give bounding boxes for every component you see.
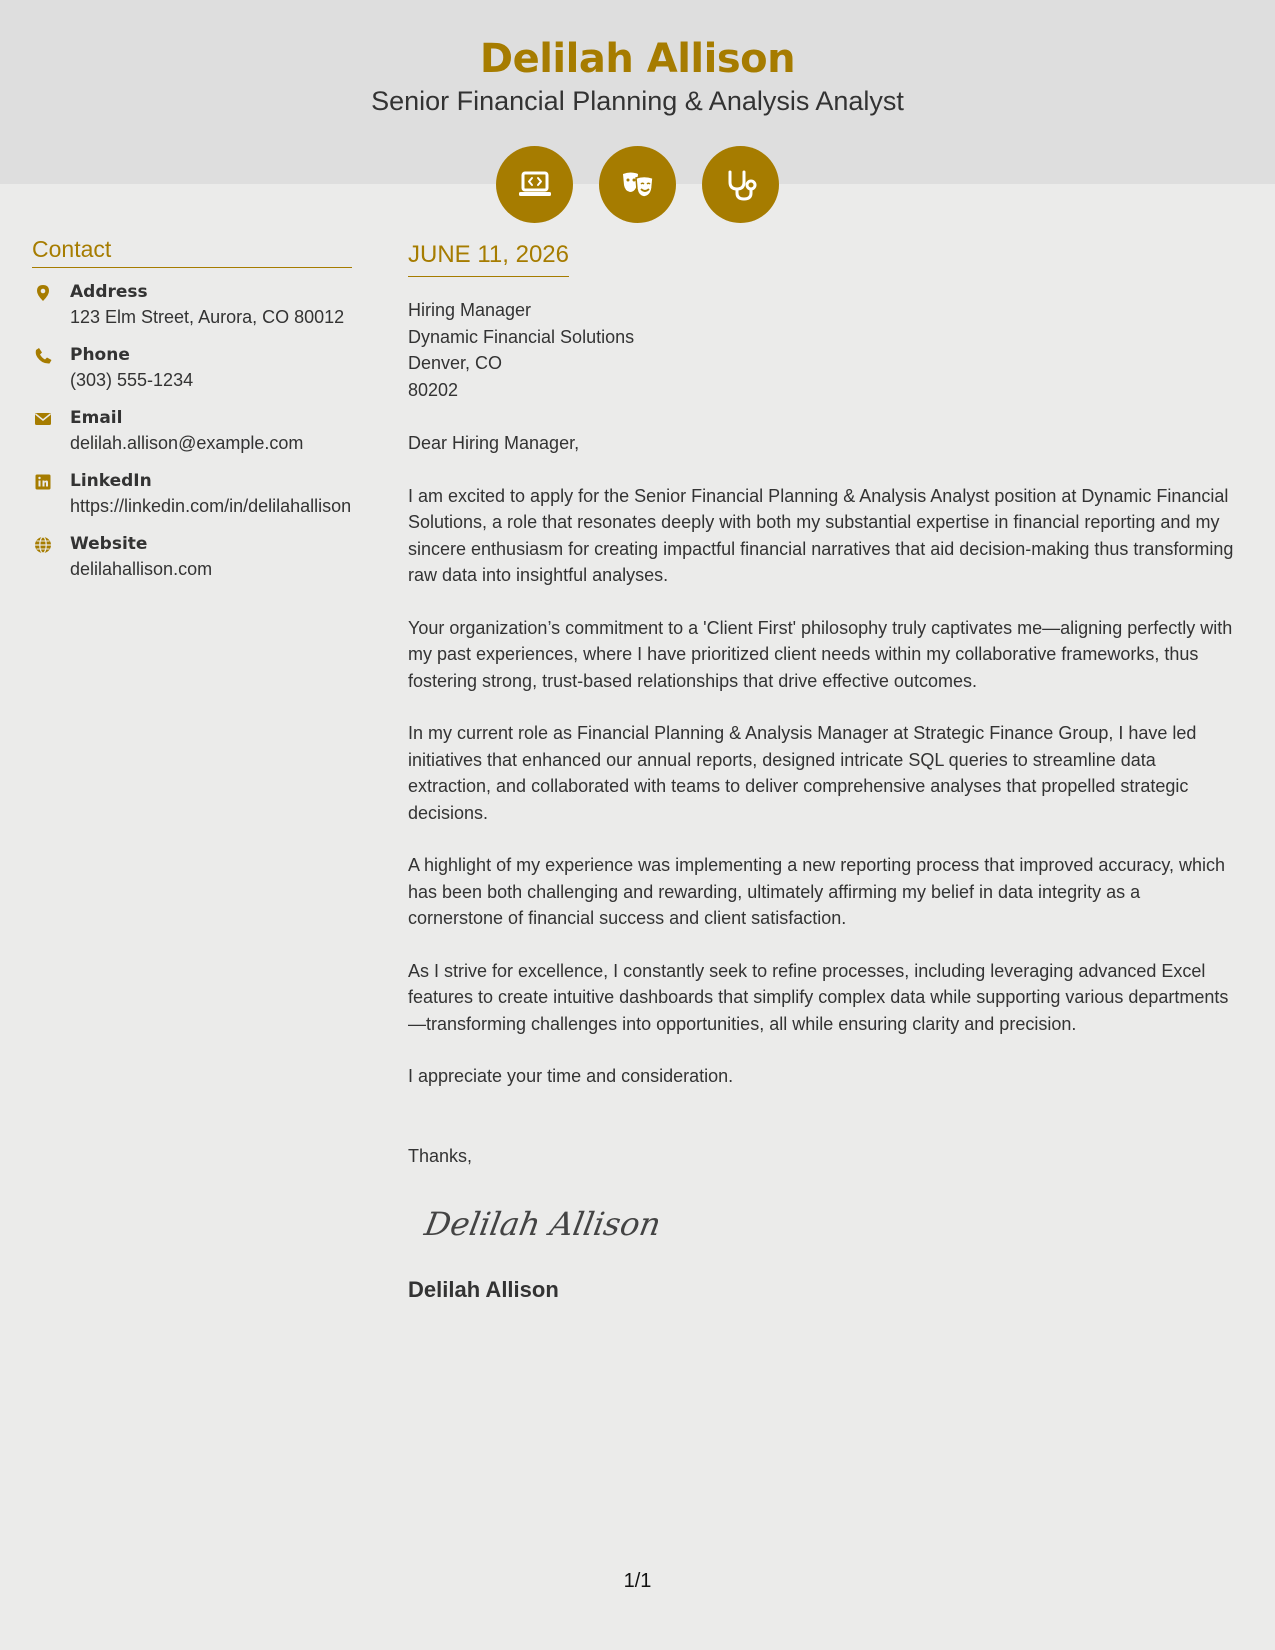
contact-phone bbox=[32, 343, 352, 393]
candidate-name: Delilah Allison bbox=[479, 36, 796, 82]
contact-label: Website bbox=[70, 534, 148, 554]
address-value: 123 Elm Street, Aurora, CO 80012 bbox=[70, 307, 345, 327]
recipient-line: Denver, CO bbox=[408, 353, 503, 373]
letter-paragraph: I am excited to apply for the Senior Financial Planning & Analysis Analyst position at Dynamic Financial Solutions, a role that resonates deeply with both my substantial expertise in financial reporting and my sincere enthusiasm for creating impactful financial narratives that aid decision-making thus transforming raw data into insightful analyses. bbox=[408, 485, 1234, 585]
salutation: Dear Hiring Manager, bbox=[408, 433, 580, 453]
linkedin-icon bbox=[32, 471, 54, 493]
letter-body bbox=[408, 240, 1238, 1304]
envelope-icon bbox=[32, 408, 54, 430]
letter-paragraph: Your organization’s commitment to a 'Client First' philosophy truly captivates me—aligning perfectly with my past experiences, where I have prioritized client needs within my collaborative frameworks, thus fostering strong, trust-based relationships that drive effective outcomes. bbox=[408, 617, 1233, 691]
phone-value[interactable]: (303) 555-1234 bbox=[70, 370, 194, 390]
signature-image bbox=[420, 1197, 1238, 1249]
contact-address bbox=[32, 280, 352, 330]
letter-date: JUNE 11, 2026 bbox=[408, 240, 569, 277]
email-value[interactable]: delilah.allison@example.com bbox=[70, 433, 304, 453]
theater-masks-icon bbox=[599, 146, 676, 223]
stethoscope-icon bbox=[702, 146, 779, 223]
page-number: 1/1 bbox=[623, 1570, 652, 1592]
letter-paragraph: I appreciate your time and consideration. bbox=[408, 1066, 734, 1086]
contact-section-title: Contact bbox=[32, 236, 352, 268]
recipient-line: Hiring Manager bbox=[408, 300, 532, 320]
letter-paragraph: As I strive for excellence, I constantly seek to refine processes, including leveraging advanced Excel features to create intuitive dashboards that simplify complex data while supporting various departments—transforming challenges into opportunities, all while ensuring clarity and precision. bbox=[408, 960, 1229, 1034]
recipient-line: 80202 bbox=[408, 379, 459, 400]
contact-label: Email bbox=[70, 408, 123, 428]
contact-email bbox=[32, 406, 352, 456]
contact-sidebar bbox=[32, 236, 352, 595]
laptop-code-icon bbox=[496, 146, 573, 223]
recipient-line: Dynamic Financial Solutions bbox=[408, 326, 635, 347]
contact-label: LinkedIn bbox=[70, 471, 152, 491]
interest-icons bbox=[496, 146, 779, 223]
contact-label: Address bbox=[70, 282, 148, 302]
signature-text: Delilah Allison bbox=[421, 1205, 664, 1243]
letter-paragraph: A highlight of my experience was implementing a new reporting process that improved accuracy, which has been both challenging and rewarding, ultimately affirming my belief in data integrity as a cornerstone of financial success and client satisfaction. bbox=[408, 855, 1226, 928]
map-pin-icon bbox=[32, 282, 54, 304]
signed-name: Delilah Allison bbox=[408, 1277, 559, 1302]
linkedin-value[interactable]: https://linkedin.com/in/delilahallison bbox=[70, 496, 352, 516]
contact-label: Phone bbox=[70, 345, 130, 365]
job-title: Senior Financial Planning & Analysis Analyst bbox=[371, 86, 904, 116]
letter-paragraph: In my current role as Financial Planning & Analysis Manager at Strategic Finance Group, I have led initiatives that enhanced our annual reports, designed intricate SQL queries to streamline data extraction, and collaborated with teams to deliver comprehensive analyses that propelled strategic decisions. bbox=[408, 723, 1197, 823]
contact-linkedin bbox=[32, 469, 352, 519]
closing: Thanks, bbox=[408, 1145, 473, 1166]
phone-icon bbox=[32, 345, 54, 367]
contact-website bbox=[32, 532, 352, 582]
globe-icon bbox=[32, 534, 54, 556]
website-value[interactable]: delilahallison.com bbox=[70, 559, 213, 579]
recipient-block bbox=[408, 297, 1238, 403]
